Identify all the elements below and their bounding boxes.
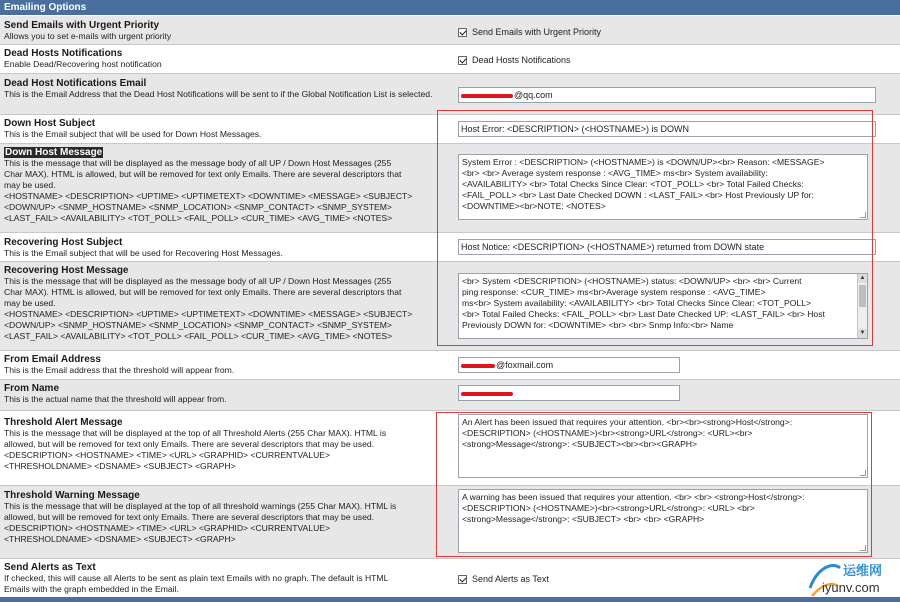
send-alerts-text-checkbox[interactable] <box>458 574 549 584</box>
label-block <box>4 118 452 140</box>
down-host-subject-input[interactable]: Host Error: <DESCRIPTION> (<HOSTNAME>) is DOWN <box>458 121 876 137</box>
checkbox-checked-icon[interactable] <box>458 575 467 584</box>
setting-title: Recovering Host Subject <box>4 237 123 248</box>
setting-description: If checked, this will cause all Alerts to be sent as plain text Emails with no graph. The default is HTML Emails with the graph embedded in the Email. <box>4 573 389 594</box>
row-dead-host-email <box>0 74 900 114</box>
label-block <box>4 147 452 224</box>
from-name-input[interactable] <box>458 385 680 401</box>
down-host-message-textarea[interactable]: System Error : <DESCRIPTION> (<HOSTNAME>) is <DOWN/UP><br> Reason: <MESSAGE> <br> <br> Average system response : <AVG_TIME> ms<br> System availability: <AVAILABILITY> <br> Total Checks Since Clear: <TOT_POLL> <br> Total Failed Checks: <FAIL_POLL> <br> Last Date Checked DOWN : <LAST_FAIL> <br> Host Previously UP for: <DOWNTIME><br>NOTE: <NOTES> <box>458 154 868 220</box>
label-block <box>4 562 452 595</box>
setting-title: Send Emails with Urgent Priority <box>4 20 160 31</box>
threshold-warning-textarea[interactable]: A warning has been issued that requires your attention. <br> <br> <strong>Host</strong>: <DESCRIPTION> (<HOSTNAME>)<br><strong>URL</strong>: <URL> <br> <strong>Message</strong>: <SUBJECT> <br> <br> <GRAPH> <box>458 489 868 553</box>
row-dead-hosts-notifications <box>0 45 900 73</box>
checkbox-label: Send Emails with Urgent Priority <box>472 27 602 37</box>
redaction-mark <box>461 94 513 98</box>
checkbox-label: Dead Hosts Notifications <box>472 55 571 65</box>
setting-description: This is the Email address that the threshold will appear from. <box>4 365 235 375</box>
section-header: Emailing Options <box>0 0 900 15</box>
setting-title: Threshold Alert Message <box>4 417 123 428</box>
threshold-alert-textarea[interactable]: An Alert has been issued that requires your attention. <br><br><strong>Host</strong>: <DESCRIPTION> (<HOSTNAME>)<br><strong>URL</strong>: <URL><br> <strong>Message</strong>: <SUBJECT><br><br><GRAPH> <box>458 414 868 478</box>
checkbox-checked-icon[interactable] <box>458 56 467 65</box>
setting-description: This is the message that will be displayed as the message body of all UP / Down Host Messages (255 Char MAX). HTML is allowed, but will be removed for text only Emails. There are several descriptors that may be used. <HOSTNAME> <DESCRIPTION> <UPTIME> <UPTIMETEXT> <DOWNTIME> <MESSAGE> <SUBJECT> <DOWN/UP> <SNMP_HOSTNAME> <SNMP_LOCATION> <SNMP_CONTACT> <SNMP_SYSTEM> <LAST_FAIL> <AVAILABILITY> <TOT_POLL> <FAIL_POLL> <CUR_TIME> <AVG_TIME> <NOTES> <box>4 276 413 341</box>
setting-description: Allows you to set e-mails with urgent priority <box>4 31 172 41</box>
setting-title: From Email Address <box>4 354 101 365</box>
annotation-highlight-box <box>436 412 872 557</box>
scroll-down-arrow-icon[interactable]: ▼ <box>859 330 866 336</box>
checkbox-checked-icon[interactable] <box>458 28 467 37</box>
annotation-highlight-box <box>437 110 873 346</box>
watermark-url: iyunv.com <box>822 580 880 595</box>
setting-title: Threshold Warning Message <box>4 490 140 501</box>
label-block <box>4 237 452 259</box>
setting-description: This is the Email subject that will be used for Down Host Messages. <box>4 129 262 139</box>
setting-description: This is the Email Address that the Dead Host Notifications will be sent to if the Global Notification List is selected. <box>4 89 433 99</box>
setting-description: This is the actual name that the threshold will appear from. <box>4 394 227 404</box>
row-urgent-priority <box>0 16 900 44</box>
setting-description: This is the Email subject that will be used for Recovering Host Messages. <box>4 248 283 258</box>
checkbox-label: Send Alerts as Text <box>472 574 549 584</box>
setting-description: This is the message that will be displayed as the message body of all UP / Down Host Messages (255 Char MAX). HTML is allowed, but will be removed for text only Emails. There are several descriptors that may be used. <HOSTNAME> <DESCRIPTION> <UPTIME> <UPTIMETEXT> <DOWNTIME> <MESSAGE> <SUBJECT> <DOWN/UP> <SNMP_HOSTNAME> <SNMP_LOCATION> <SNMP_CONTACT> <SNMP_SYSTEM> <LAST_FAIL> <AVAILABILITY> <TOT_POLL> <FAIL_POLL> <CUR_TIME> <AVG_TIME> <NOTES> <box>4 158 413 223</box>
urgent-priority-checkbox[interactable] <box>458 27 601 37</box>
label-block <box>4 383 452 405</box>
redaction-mark <box>461 364 495 368</box>
redaction-mark <box>461 392 513 396</box>
row-from-name <box>0 380 900 410</box>
label-block <box>4 354 452 376</box>
label-block <box>4 20 452 42</box>
scroll-up-arrow-icon[interactable]: ▲ <box>859 275 866 281</box>
dead-hosts-checkbox[interactable] <box>458 55 571 65</box>
setting-description: Enable Dead/Recovering host notification <box>4 59 162 69</box>
row-send-alerts-as-text <box>0 559 900 597</box>
setting-title: Send Alerts as Text <box>4 562 96 573</box>
setting-title: Dead Hosts Notifications <box>4 48 123 59</box>
label-block <box>4 265 452 342</box>
setting-title: From Name <box>4 383 60 394</box>
label-block <box>4 48 452 70</box>
setting-title: Recovering Host Message <box>4 265 129 276</box>
recovering-host-subject-input[interactable]: Host Notice: <DESCRIPTION> (<HOSTNAME>) returned from DOWN state <box>458 239 876 255</box>
setting-title: Dead Host Notifications Email <box>4 78 147 89</box>
label-block <box>4 417 452 472</box>
from-email-input[interactable]: @foxmail.com <box>458 357 680 373</box>
label-block <box>4 78 452 100</box>
setting-description: This is the message that will be displayed at the top of all Threshold Alerts (255 Char MAX). HTML is allowed, but will be removed for text only Emails. There are several descriptors that may be used. <DESCRIPTION> <HOSTNAME> <TIME> <URL> <GRAPHID> <CURRENTVALUE> <THRESHOLDNAME> <DSNAME> <SUBJECT> <GRAPH> <box>4 428 387 471</box>
recovering-host-message-textarea[interactable]: <br> System <DESCRIPTION> (<HOSTNAME>) status: <DOWN/UP> <br> <br> Current ping response: <CUR_TIME> ms<br>Average system response : <AVG_TIME> ms<br> System availability: <AVAILABILITY> <br> Total Checks Since Clear: <TOT_POLL> <br> Total Failed Checks: <FAIL_POLL> <br> Last Date Checked UP: <LAST_FAIL> <br> Host Previously DOWN for: <DOWNTIME> <br> <br> Snmp Info:<br> Name ▲ ▼ <box>458 273 868 339</box>
setting-title: Down Host Subject <box>4 118 96 129</box>
row-from-email <box>0 351 900 379</box>
dead-host-email-input[interactable]: @qq.com <box>458 87 876 103</box>
setting-description: This is the message that will be displayed at the top of all threshold warnings (255 Char MAX). HTML is allowed, but will be removed for text only Emails. There are several descriptors that may be used. <DESCRIPTION> <HOSTNAME> <TIME> <URL> <GRAPHID> <CURRENTVALUE> <THRESHOLDNAME> <DSNAME> <SUBJECT> <GRAPH> <box>4 501 397 544</box>
watermark-logo <box>806 558 900 602</box>
watermark-brand: 运维网 <box>843 563 883 578</box>
label-block <box>4 490 452 545</box>
setting-title: Down Host Message <box>5 147 103 158</box>
